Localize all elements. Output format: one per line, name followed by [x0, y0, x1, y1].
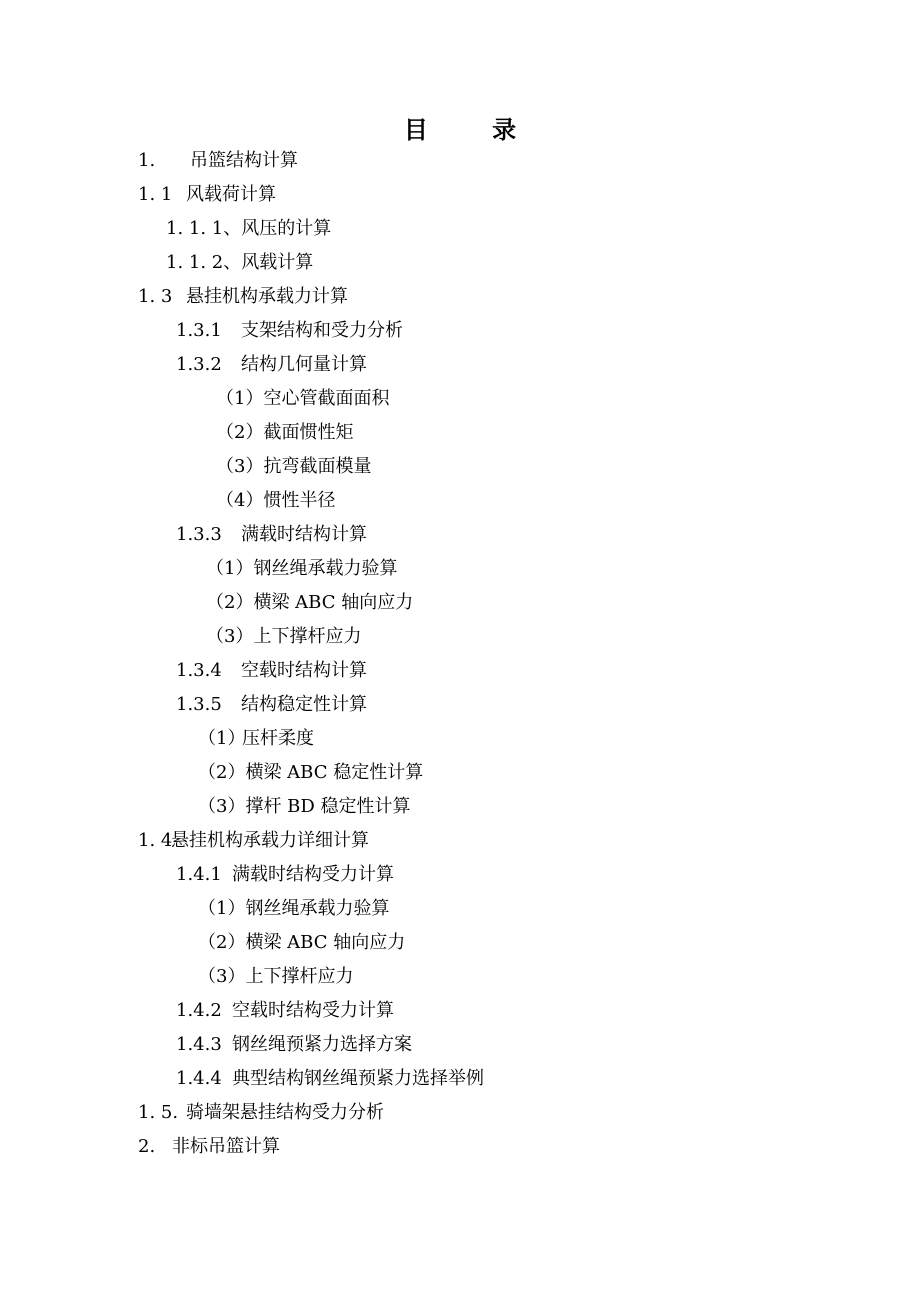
toc-entry-number: （2） [198, 762, 246, 783]
toc-entry-number: 1.4.1 [176, 864, 222, 885]
toc-entry[interactable] [216, 418, 353, 448]
toc-entry[interactable] [198, 928, 405, 958]
toc-entry-text: 钢丝绳预紧力选择方案 [232, 1034, 412, 1055]
toc-entry-number: 1. 3 [138, 286, 173, 307]
toc-entry-text: 抗弯截面模量 [263, 456, 372, 477]
toc-title: 目 录 [403, 115, 545, 144]
toc-entry-text: 撑杆 BD 稳定性计算 [245, 796, 411, 817]
toc-entry[interactable] [206, 554, 397, 584]
toc-entry[interactable] [176, 350, 367, 380]
toc-entry-number: 1.3.1 [176, 320, 222, 341]
toc-entry-text: 横梁 ABC 轴向应力 [253, 592, 414, 613]
toc-entry-text: 风载计算 [241, 252, 314, 273]
toc-entry-number: （1） [216, 388, 264, 409]
toc-entry[interactable] [166, 214, 331, 244]
toc-entry[interactable] [176, 690, 367, 720]
toc-entry-text: 悬挂机构承载力计算 [186, 286, 348, 307]
toc-entry[interactable] [176, 656, 367, 686]
toc-entry-number: （3） [216, 456, 264, 477]
toc-entry-number: （3） [198, 966, 246, 987]
toc-entry[interactable] [198, 894, 389, 924]
toc-entry-number: 1.3.5 [176, 694, 222, 715]
toc-entry-text: 钢丝绳承载力验算 [245, 898, 390, 919]
toc-entry-number: （3） [206, 626, 254, 647]
toc-entry-text: 钢丝绳承载力验算 [253, 558, 398, 579]
toc-entry-number: 1.4.3 [176, 1034, 222, 1055]
toc-entry-text: 吊篮结构计算 [190, 150, 298, 171]
toc-entry-number: （2） [198, 932, 246, 953]
toc-entry-text: 惯性半径 [263, 490, 336, 511]
toc-entry-number: 1.3.2 [176, 354, 222, 375]
toc-entry[interactable] [138, 1098, 384, 1128]
toc-entry-number: 1.3.4 [176, 660, 222, 681]
toc-entry-text: 典型结构钢丝绳预紧力选择举例 [232, 1068, 484, 1089]
toc-entry[interactable] [216, 452, 371, 482]
toc-entry-text: 风载荷计算 [186, 184, 276, 205]
toc-entry-text: 结构几何量计算 [241, 354, 367, 375]
toc-entry-text: 空载时结构计算 [241, 660, 367, 681]
toc-entry[interactable] [176, 520, 367, 550]
toc-entry[interactable] [166, 248, 313, 278]
toc-entry-text: 空载时结构受力计算 [232, 1000, 394, 1021]
toc-entry[interactable] [198, 792, 411, 822]
toc-entry-text: 满载时结构受力计算 [232, 864, 394, 885]
toc-entry[interactable] [216, 486, 335, 516]
toc-entry-number: 1. [138, 150, 156, 171]
toc-entry[interactable] [138, 826, 369, 856]
toc-entry-text: 满载时结构计算 [241, 524, 367, 545]
toc-entry-text: 上下撑杆应力 [245, 966, 354, 987]
toc-entry-text: 非标吊篮计算 [172, 1136, 280, 1157]
toc-entry-number: 1.3.3 [176, 524, 222, 545]
toc-entry-number: （2） [206, 592, 254, 613]
toc-entry[interactable] [138, 180, 276, 210]
toc-entry[interactable] [176, 316, 403, 346]
toc-entry-number: 1.4.2 [176, 1000, 222, 1021]
toc-entry[interactable] [176, 996, 394, 1026]
toc-entry[interactable] [176, 860, 394, 890]
toc-entry-number: （4） [216, 490, 264, 511]
toc-entry[interactable] [138, 1132, 280, 1162]
toc-entry-number: 1. 1 [138, 184, 173, 205]
toc-entry[interactable] [216, 384, 389, 414]
toc-entry[interactable] [176, 1030, 412, 1060]
toc-entry[interactable] [206, 588, 413, 618]
toc-entry-number: 1. 5. [138, 1102, 179, 1123]
toc-entry-number: 1. 1. 1、 [166, 218, 242, 239]
toc-entry-text: 悬挂机构承载力详细计算 [171, 830, 369, 851]
toc-entry[interactable] [198, 962, 353, 992]
toc-entry-number: （1） [198, 898, 246, 919]
toc-entry[interactable] [176, 1064, 484, 1094]
toc-entry-text: 支架结构和受力分析 [241, 320, 403, 341]
toc-entry-text: 横梁 ABC 稳定性计算 [245, 762, 424, 783]
toc-entry-text: 横梁 ABC 轴向应力 [245, 932, 406, 953]
toc-entry-number: 1. 4 [138, 830, 173, 851]
toc-entry-text: 压杆柔度 [242, 728, 314, 749]
toc-entry-number: （1） [206, 558, 254, 579]
toc-entry[interactable] [138, 282, 348, 312]
toc-entry-number: （3） [198, 796, 246, 817]
toc-entry-number: 1.4.4 [176, 1068, 222, 1089]
toc-entry-text: 空心管截面面积 [263, 388, 390, 409]
toc-entry-number: 1. 1. 2、 [166, 252, 242, 273]
toc-entry-text: 风压的计算 [241, 218, 332, 239]
toc-entry-text: 骑墙架悬挂结构受力分析 [186, 1102, 384, 1123]
toc-entry-number: （2） [216, 422, 264, 443]
toc-entry[interactable] [138, 146, 298, 176]
toc-entry-text: 结构稳定性计算 [241, 694, 367, 715]
toc-entry[interactable] [206, 622, 361, 652]
toc-entry-number: 2. [138, 1136, 156, 1157]
toc-entry-number: （1） [198, 728, 246, 749]
toc-entry[interactable] [198, 758, 423, 788]
toc-entry-text: 上下撑杆应力 [253, 626, 362, 647]
toc-entry-text: 截面惯性矩 [263, 422, 354, 443]
toc-entry[interactable] [198, 724, 314, 754]
